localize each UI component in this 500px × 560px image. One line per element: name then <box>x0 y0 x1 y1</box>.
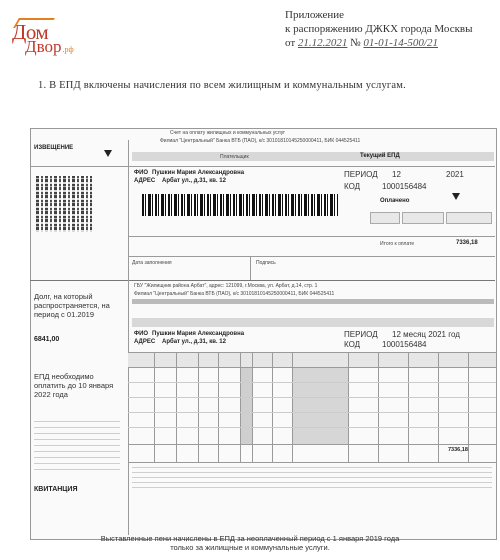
table-col <box>272 352 273 462</box>
table-row <box>128 444 496 445</box>
upper-total-label: Итого к оплате <box>380 241 415 247</box>
table-col <box>378 352 379 462</box>
upper-fio-label: ФИО <box>134 170 149 176</box>
appendix-line2: к распоряжению ДЖКХ города Москвы <box>285 23 473 35</box>
table-shaded-column <box>240 368 252 444</box>
upper-year-value: 2021 <box>446 170 464 179</box>
table-row <box>128 427 496 428</box>
lower-period-value: 12 месяц 2021 год <box>392 330 460 339</box>
upper-account-bar <box>132 152 494 161</box>
upper-period-value: 12 <box>392 170 401 179</box>
footer-note <box>0 534 500 552</box>
lower-header-line2: Филиал "Центральный" Банка ВТБ (ПАО), к/с 30101810145250000411, БИК 044525411 <box>134 291 335 297</box>
table-col <box>438 352 439 462</box>
barcode <box>142 194 338 216</box>
table-col <box>468 352 469 462</box>
divider <box>128 140 129 280</box>
pay-field[interactable] <box>446 212 492 224</box>
appendix-date-line <box>285 36 473 50</box>
table-col <box>348 352 349 462</box>
upper-payment-label: Текущий ЕПД <box>360 153 400 159</box>
upper-code-label: КОД <box>344 182 361 191</box>
lower-left-fineprint <box>34 420 120 470</box>
table-col <box>218 352 219 462</box>
footer-line1: Выставленные пени начислены в ЕПД за неоплаченный период с 1 января 2019 года <box>100 534 400 543</box>
upper-header-line2: Филиал "Центральный" Банка ВТБ (ПАО), к/с 30101810145250000411, БИК 044525411 <box>160 138 361 144</box>
upper-code-value: 1000156484 <box>382 182 427 191</box>
table-col <box>154 352 155 462</box>
table-rule <box>128 462 496 463</box>
pay-field[interactable] <box>370 212 400 224</box>
table-col <box>292 352 293 462</box>
upper-total-value: 7336,18 <box>456 240 478 246</box>
lower-code-label: КОД <box>344 340 361 349</box>
table-row <box>128 397 496 398</box>
lower-left-bottom: КВИТАНЦИЯ <box>34 486 78 493</box>
point-text: 1. В ЕПД включены начисления по всем жилищным и коммунальным услугам. <box>38 80 406 91</box>
upper-fio-value: Пушкин Мария Александровна <box>152 170 245 176</box>
table-shaded-column <box>292 368 348 444</box>
appendix-header <box>285 8 473 50</box>
upper-period-label: ПЕРИОД <box>344 170 378 179</box>
domdvor-logo <box>12 20 74 58</box>
logo-roof-icon <box>13 18 55 28</box>
lower-fio-label: ФИО <box>134 331 149 337</box>
triangle-marker-icon <box>104 150 112 157</box>
lower-header-line1: ГБУ "Жилищник района Арбат", адрес: 121099, г.Москва, ул. Арбат, д.14, стр. 1 <box>134 283 318 289</box>
table-row <box>128 412 496 413</box>
lower-fio-value: Пушкин Мария Александровна <box>152 331 245 337</box>
lower-strip <box>132 299 494 304</box>
number-prefix: № <box>350 37 361 49</box>
upper-address-value: Арбат ул., д.31, кв. 12 <box>162 178 226 184</box>
number-value: 01-01-14-500/21 <box>363 37 438 49</box>
upper-pay-label: Оплачено <box>380 198 410 204</box>
lower-address-label: АДРЕС <box>134 339 156 345</box>
upper-sign-label: Подпись <box>256 260 276 266</box>
divider <box>128 236 495 237</box>
table-row <box>128 382 496 383</box>
divider <box>128 256 495 257</box>
pay-field[interactable] <box>402 212 444 224</box>
triangle-marker-icon <box>452 193 460 200</box>
charges-table <box>128 352 496 492</box>
lower-code-value: 1000156484 <box>382 340 427 349</box>
upper-header-line1: Счет на оплату жилищных и коммунальных услуг <box>170 130 286 136</box>
logo-suffix: .рф <box>62 45 74 54</box>
table-col <box>198 352 199 462</box>
upper-date-label: Дата заполнения <box>132 260 172 266</box>
qr-code-overlay <box>36 176 92 232</box>
divider <box>30 166 495 167</box>
upper-account-label: Плательщик <box>220 154 249 160</box>
divider <box>250 256 251 280</box>
lower-address-value: Арбат ул., д.31, кв. 12 <box>162 339 226 345</box>
lower-account-bar <box>132 318 494 327</box>
table-col <box>240 352 241 462</box>
table-header-row <box>128 353 496 367</box>
lower-left-value: 6841,00 <box>34 336 60 343</box>
logo-line1: Дом <box>12 20 49 44</box>
date-value: 21.12.2021 <box>297 37 348 49</box>
logo-line2-text: Двор <box>25 37 62 56</box>
upper-address-label: АДРЕС <box>134 178 156 184</box>
table-total: 7336,18 <box>448 447 468 453</box>
lower-left-title2: ЕПД необходимо оплатить до 10 января 2022 года <box>34 372 114 399</box>
table-col <box>176 352 177 462</box>
upper-label-left: ИЗВЕЩЕНИЕ <box>34 145 74 151</box>
table-fineprint <box>132 466 492 488</box>
table-col <box>252 352 253 462</box>
appendix-title: Приложение <box>285 9 345 21</box>
footer-line2: только за жилищные и коммунальные услуги. <box>170 543 330 552</box>
lower-period-label: ПЕРИОД <box>344 330 378 339</box>
cut-line <box>30 280 495 281</box>
table-col <box>408 352 409 462</box>
lower-left-title: Долг, на который распространяется, на период с 01.2019 <box>34 292 110 319</box>
date-prefix: от <box>285 37 296 49</box>
logo-line2 <box>25 39 74 58</box>
